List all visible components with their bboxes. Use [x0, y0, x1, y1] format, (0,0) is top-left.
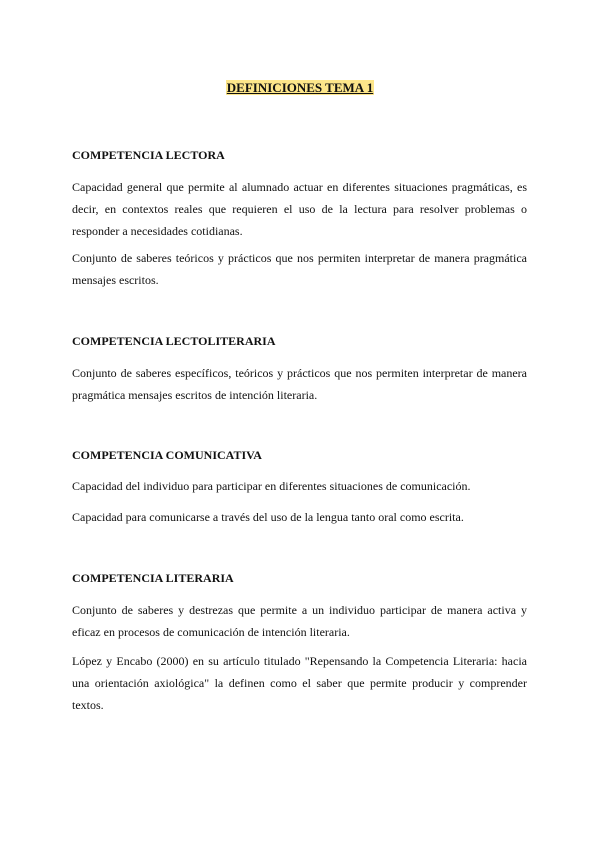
section-paragraph: López y Encabo (2000) en su artículo titulado "Repensando la Competencia Literaria: hacia una orientación axiológica" la definen como el saber que permite producir y comprender textos.	[72, 654, 527, 712]
section-competencia-lectoliteraria	[72, 333, 527, 402]
document-title-text: DEFINICIONES TEMA 1	[226, 80, 374, 95]
section-competencia-literaria	[72, 570, 527, 712]
section-competencia-lectora	[72, 147, 527, 287]
section-competencia-comunicativa	[72, 447, 527, 524]
section-paragraph: Capacidad para comunicarse a través del uso de la lengua tanto oral como escrita.	[72, 510, 464, 524]
document-title	[0, 80, 600, 96]
section-paragraph: Capacidad general que permite al alumnado actuar en diferentes situaciones pragmáticas, es decir, en contextos reales que requieren el uso de la lectura para resolver problemas o responder a necesidades cotidianas.	[72, 180, 527, 238]
section-paragraph: Conjunto de saberes y destrezas que permite a un individuo participar de manera activa y eficaz en procesos de comunicación de intención literaria.	[72, 603, 527, 639]
section-heading: COMPETENCIA LECTORA	[72, 148, 225, 162]
section-paragraph: Conjunto de saberes específicos, teóricos y prácticos que nos permiten interpretar de manera pragmática mensajes escritos de intención literaria.	[72, 366, 527, 402]
section-paragraph: Capacidad del individuo para participar en diferentes situaciones de comunicación.	[72, 479, 471, 493]
section-heading: COMPETENCIA COMUNICATIVA	[72, 448, 262, 462]
section-heading: COMPETENCIA LECTOLITERARIA	[72, 334, 276, 348]
section-heading: COMPETENCIA LITERARIA	[72, 571, 234, 585]
section-paragraph: Conjunto de saberes teóricos y prácticos que nos permiten interpretar de manera pragmática mensajes escritos.	[72, 251, 527, 287]
